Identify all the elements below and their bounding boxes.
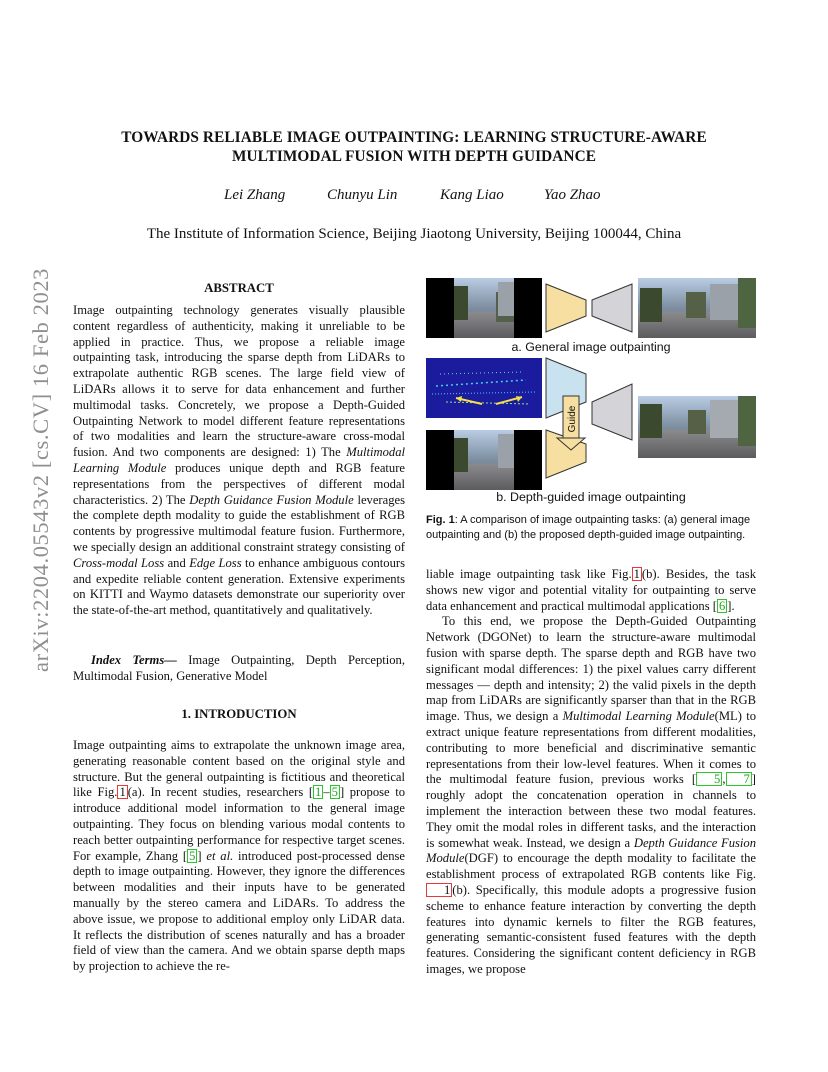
citation-link[interactable]: 7	[726, 772, 752, 786]
emph-dgf-module: Depth Guidance Fusion Module	[426, 835, 756, 866]
fig-ref-link[interactable]: 1	[633, 567, 640, 581]
et-al: et al.	[206, 848, 234, 863]
abstract-text-2: produces unique depth and RGB feature representations from the perspectives of different modal characteristics. 2) The	[73, 460, 405, 507]
figure-subcaption-b: b. Depth-guided image outpainting	[496, 490, 686, 504]
index-terms	[73, 653, 405, 685]
figure-subcaption-a: a. General image outpainting	[511, 340, 671, 354]
abstract-body	[73, 303, 405, 619]
abstract-text-5: to enhance ambiguous contours and expedite reliable content generation. Extensive experiments on KITTI and Waymo datasets demonstrate our superiority over the state-of-the-art method, quantitatively and qualitatively.	[73, 555, 405, 618]
right-column-text	[426, 567, 756, 978]
index-terms-text: Image Outpainting, Depth Perception, Multimodal Fusion, Generative Model	[73, 653, 405, 683]
intro-text-b: (a). In recent studies, researchers	[127, 785, 309, 800]
emph-ml-module: Multimodal Learning Module	[562, 709, 715, 724]
intro-text-a: Image outpainting aims to extrapolate the unknown image area, generating reasonable content based on the original style and structure. But the general outpainting is fictitious and theoretical like Fig.	[73, 738, 405, 800]
abstract-emph-1: Multimodal Learning Module	[73, 445, 405, 475]
abstract-emph-4: Edge Loss	[189, 555, 242, 570]
output-image-b	[638, 396, 756, 458]
fig-ref-link[interactable]: 1	[426, 883, 452, 897]
index-terms-label: Index Terms—	[91, 653, 177, 667]
abstract-heading: ABSTRACT	[204, 281, 274, 295]
input-image-a	[426, 278, 542, 338]
right-paragraph-2: To this end, we propose the Depth-Guided Outpainting Network (DGONet) to learn the structure-aware multimodal fusion with sparse depth. The sparse depth and RGB have two significant modal differences: 1) the pixel values carry different messages — depth and intensity; 2) the valid pixels in the depth map from LiDARs are significantly sparser than that in the RGB image. Thus, we design a Multimodal Learning Module(ML) to extract unique feature representations from different modalities, contributing to more beneficial and discriminative semantic representations from their low-level features. When it comes to the multimodal feature fusion, previous works [ 5 , 7 ] roughly adopt the concatenation operation in channels to implement the interaction between these two modal features. They omit the modal roles in different tasks, and the interaction is somewhat weak. Instead, we design a Depth Guidance Fusion Module(DGF) to encourage the depth modality to facilitate the establishment process of extrapolated RGB contents like Fig.1 (b). Specifically, this module adopts a progressive fusion scheme to enhance feature interaction by converting the depth features into dynamic kernels to filter the RGB features, generating semantic-consistent fused features with the depth features. Considering the significant content deficiency in RGB images, we propose	[426, 614, 756, 976]
citation-link[interactable]: 5	[696, 772, 722, 786]
sparse-depth-map	[426, 358, 542, 418]
citation-link[interactable]: 5	[331, 785, 338, 800]
right-paragraph-1: liable image outpainting task like Fig. 1 (b). Besides, the task shows new vigor and potential vitality for outpainting to serve data enhancement and practical multimodal applications [ 6 ].	[426, 567, 756, 613]
intro-paragraph: Image outpainting aims to extrapolate the unknown image area, generating reasonable content based on the original style and structure. But the general outpainting is fictitious and theoretical like Fig. 1 (a). In recent studies, researchers [ 1 – 5 ] propose to introduce additional model information to the general image outpainting. They focus on blending various modal contents to reach better outpainting performance for respective target scenes. For example, Zhang [ 5 ] et al. introduced post-processed dense depth to image outpainting. However, they ignore the differences between modalities and their inputs have to be generated manually by the stereo camera and LiDARs. To address the above issue, we propose to additional employ only LiDAR data. It reflects the distribution of scenes naturally and has a broader field of view than the camera. And we obtain sparse depth maps by projection to achieve the re-	[73, 738, 406, 974]
abstract-emph-3: Cross-modal Loss	[73, 555, 165, 570]
arxiv-stamp-text: arXiv:2204.05543v2 [cs.CV] 16 Feb 2023	[28, 267, 53, 672]
intro-text-d: propose to introduce additional model information to the general image outpainting. They focus on blending various modal contents to reach better outpainting performance for respective target scenes. For example, Zhang	[73, 785, 405, 863]
figure-caption	[426, 513, 758, 542]
citation-link[interactable]: 6	[718, 598, 726, 613]
abstract-text-3: leverages the complete depth modality to guide the establishment of RGB contents by progressive multimodal feature fusion. Furthermore, we specially design an additional constraint strategy consisting of	[73, 492, 405, 554]
decoder-shape	[592, 284, 632, 332]
title-line-1: TOWARDS RELIABLE IMAGE OUTPAINTING: LEARNING STRUCTURE-AWARE	[121, 129, 707, 146]
decoder-b-shape	[592, 384, 632, 440]
title-line-2: MULTIMODAL FUSION WITH DEPTH GUIDANCE	[231, 148, 597, 165]
author-3: Kang Liao	[440, 187, 504, 203]
abstract-emph-2: Depth Guidance Fusion Module	[189, 492, 354, 507]
figure-caption-text: : A comparison of image outpainting tasks: (a) general image outpainting and (b) the proposed depth-guided image outpainting.	[426, 514, 751, 541]
output-image-a	[638, 278, 756, 338]
figure-1	[426, 278, 756, 510]
abstract-text-1: Image outpainting technology generates visually plausible content regardless of authenticity, making it unreliable to be applied in practice. Thus, we propose a reliable image outpainting task, introducing the sparse depth from LiDARs to extrapolate authentic RGB scenes. The large field view of LiDARs allows it to serve for data enhancement and further multimodal tasks. Concretely, we propose a Depth-Guided Outpainting Network to model different feature representations of two modalities and learn the structure-aware cross-modal fusion. And two components are designed: 1) The	[73, 303, 405, 460]
figure-1-graphic	[426, 278, 756, 510]
affiliation: The Institute of Information Science, Beijing Jiaotong University, Beijing 100044, China	[146, 226, 682, 242]
intro-text-f: introduced post-processed dense depth to image outpainting. However, they ignore the differences between modalities and their inputs have to be generated manually by the stereo camera and LiDARs. To address the above issue, we propose to additional employ only LiDAR data. It reflects the distribution of scenes naturally and has a broader field of view than the camera. And we obtain sparse depth maps by projection to achieve the re-	[73, 848, 406, 974]
input-image-b	[426, 430, 542, 490]
abstract-text-4: and	[164, 555, 190, 570]
author-4: Yao Zhao	[544, 187, 601, 203]
encoder-shape	[546, 284, 586, 332]
author-1: Lei Zhang	[224, 187, 286, 203]
guide-label: Guide	[567, 405, 578, 433]
figure-caption-label: Fig. 1	[426, 514, 455, 526]
citation-link[interactable]: 5	[189, 848, 196, 863]
author-list	[0, 187, 828, 207]
citation-link[interactable]: 1	[315, 785, 322, 800]
section-heading-introduction: 1. INTRODUCTION	[181, 707, 297, 721]
paper-title	[80, 128, 748, 166]
fig-ref-link[interactable]: 1	[119, 785, 126, 800]
author-2: Chunyu Lin	[327, 187, 398, 203]
